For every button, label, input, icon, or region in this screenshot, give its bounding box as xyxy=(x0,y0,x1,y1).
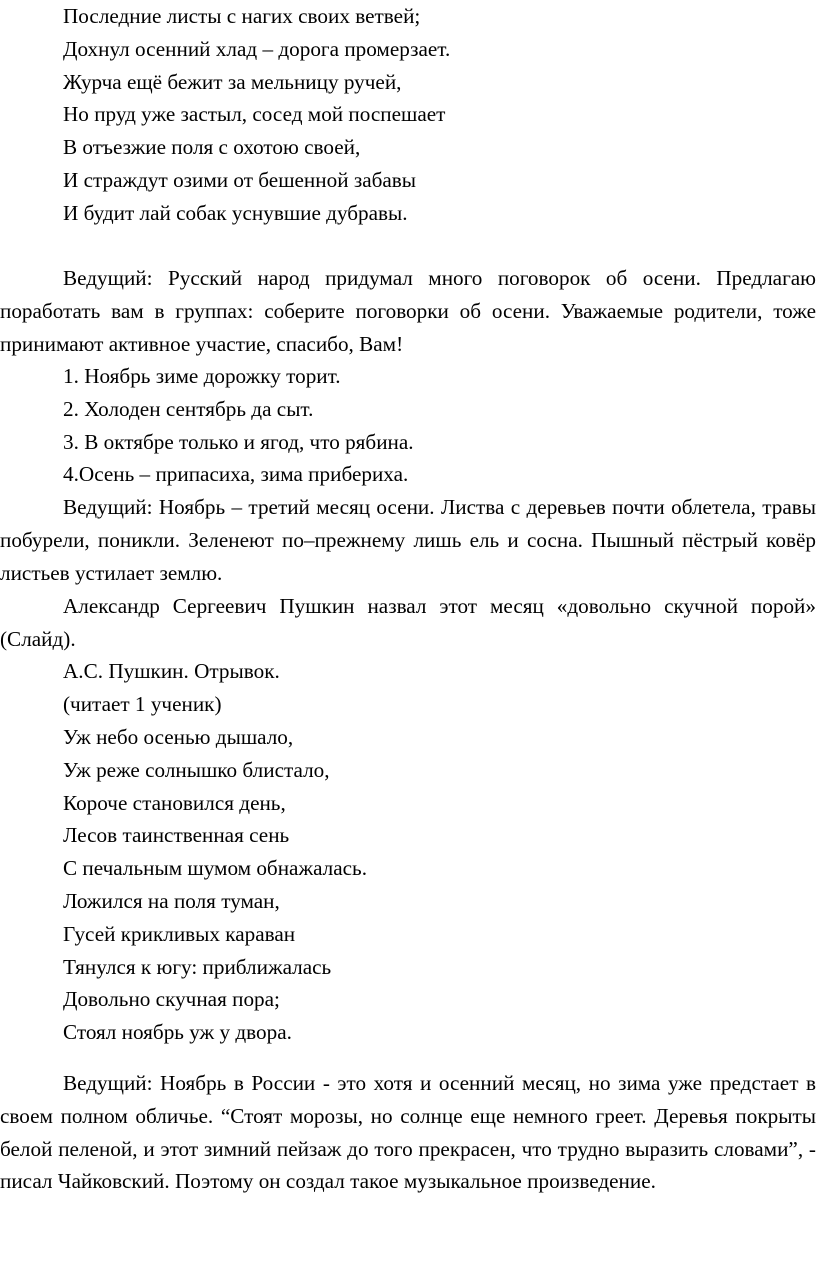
list-item: 3. В октябре только и ягод, что рябина. xyxy=(63,429,414,454)
poem-line: Уж небо осенью дышало, xyxy=(63,725,294,749)
poem-line: Короче становился день, xyxy=(63,790,286,815)
paragraph: Ведущий: Ноябрь в России - это хотя и осенний месяц, но зима уже предстает в своем полном обличье. “Стоят морозы, но солнце еще немного греет. Деревья покрыты белой пеленой, и этот зимний пейзаж до того прекрасен, что трудно выразить словами”, - писал Чайковский. Поэтому он создал такое музыкальное произведение. xyxy=(0,1071,816,1194)
list-item: 4.Осень – припасиха, зима прибериха. xyxy=(63,462,409,487)
poem-line: Стоял ноябрь уж у двора. xyxy=(63,1020,292,1045)
poem-line: С печальным шумом обнажалась. xyxy=(63,856,368,881)
poem-line: Ложился на поля туман, xyxy=(63,888,280,913)
poem-line: Последние листы с нагих своих ветвей; xyxy=(63,4,421,28)
paragraph-host-tchaikovsky xyxy=(0,1067,816,1198)
poem-line: И страждут озими от бешенной забавы xyxy=(63,167,417,192)
poem-line: Уж реже солнышко блистало, xyxy=(63,757,330,782)
poem-line: Тянулся к югу: приближалась xyxy=(63,954,332,979)
poem-line: И будит лай собак уснувшие дубравы. xyxy=(63,200,408,225)
paragraph-host-november xyxy=(0,491,816,589)
poem-title: А.С. Пушкин. Отрывок. xyxy=(63,659,280,683)
poem-line: Журча ещё бежит за мельницу ручей, xyxy=(63,69,402,94)
poem-2 xyxy=(0,721,816,1049)
list-item: 2. Холоден сентябрь да сыт. xyxy=(63,396,314,421)
paragraph-host-proverbs xyxy=(0,262,816,360)
poem-line: Но пруд уже застыл, сосед мой поспешает xyxy=(63,102,446,127)
poem-line: В отъезжие поля с охотою своей, xyxy=(63,135,361,160)
paragraph: Александр Сергеевич Пушкин назвал этот месяц «довольно скучной порой» (Слайд). xyxy=(0,594,816,651)
poem-1 xyxy=(0,0,816,230)
list-item: 1. Ноябрь зиме дорожку торит. xyxy=(63,364,341,388)
paragraph: Ведущий: Русский народ придумал много поговорок об осени. Предлагаю поработать вам в группах: соберите поговорки об осени. Уважаемые родители, тоже принимают активное участие, спасибо, Вам! xyxy=(0,266,816,356)
poem-line: Гусей крикливых караван xyxy=(63,921,296,946)
poem-note: (читает 1 ученик) xyxy=(63,691,222,716)
paragraph-pushkin xyxy=(0,590,816,656)
poem-line: Лесов таинственная сень xyxy=(63,823,290,848)
poem-2-header xyxy=(0,655,816,721)
poem-line: Довольно скучная пора; xyxy=(63,987,280,1012)
poem-line: Дохнул осенний хлад – дорога промерзает. xyxy=(63,36,451,61)
paragraph: Ведущий: Ноябрь – третий месяц осени. Листва с деревьев почти облетела, травы побурели, поникли. Зеленеют по–прежнему лишь ель и сосна. Пышный пёстрый ковёр листьев устилает землю. xyxy=(0,495,816,585)
proverbs-list xyxy=(0,360,816,491)
